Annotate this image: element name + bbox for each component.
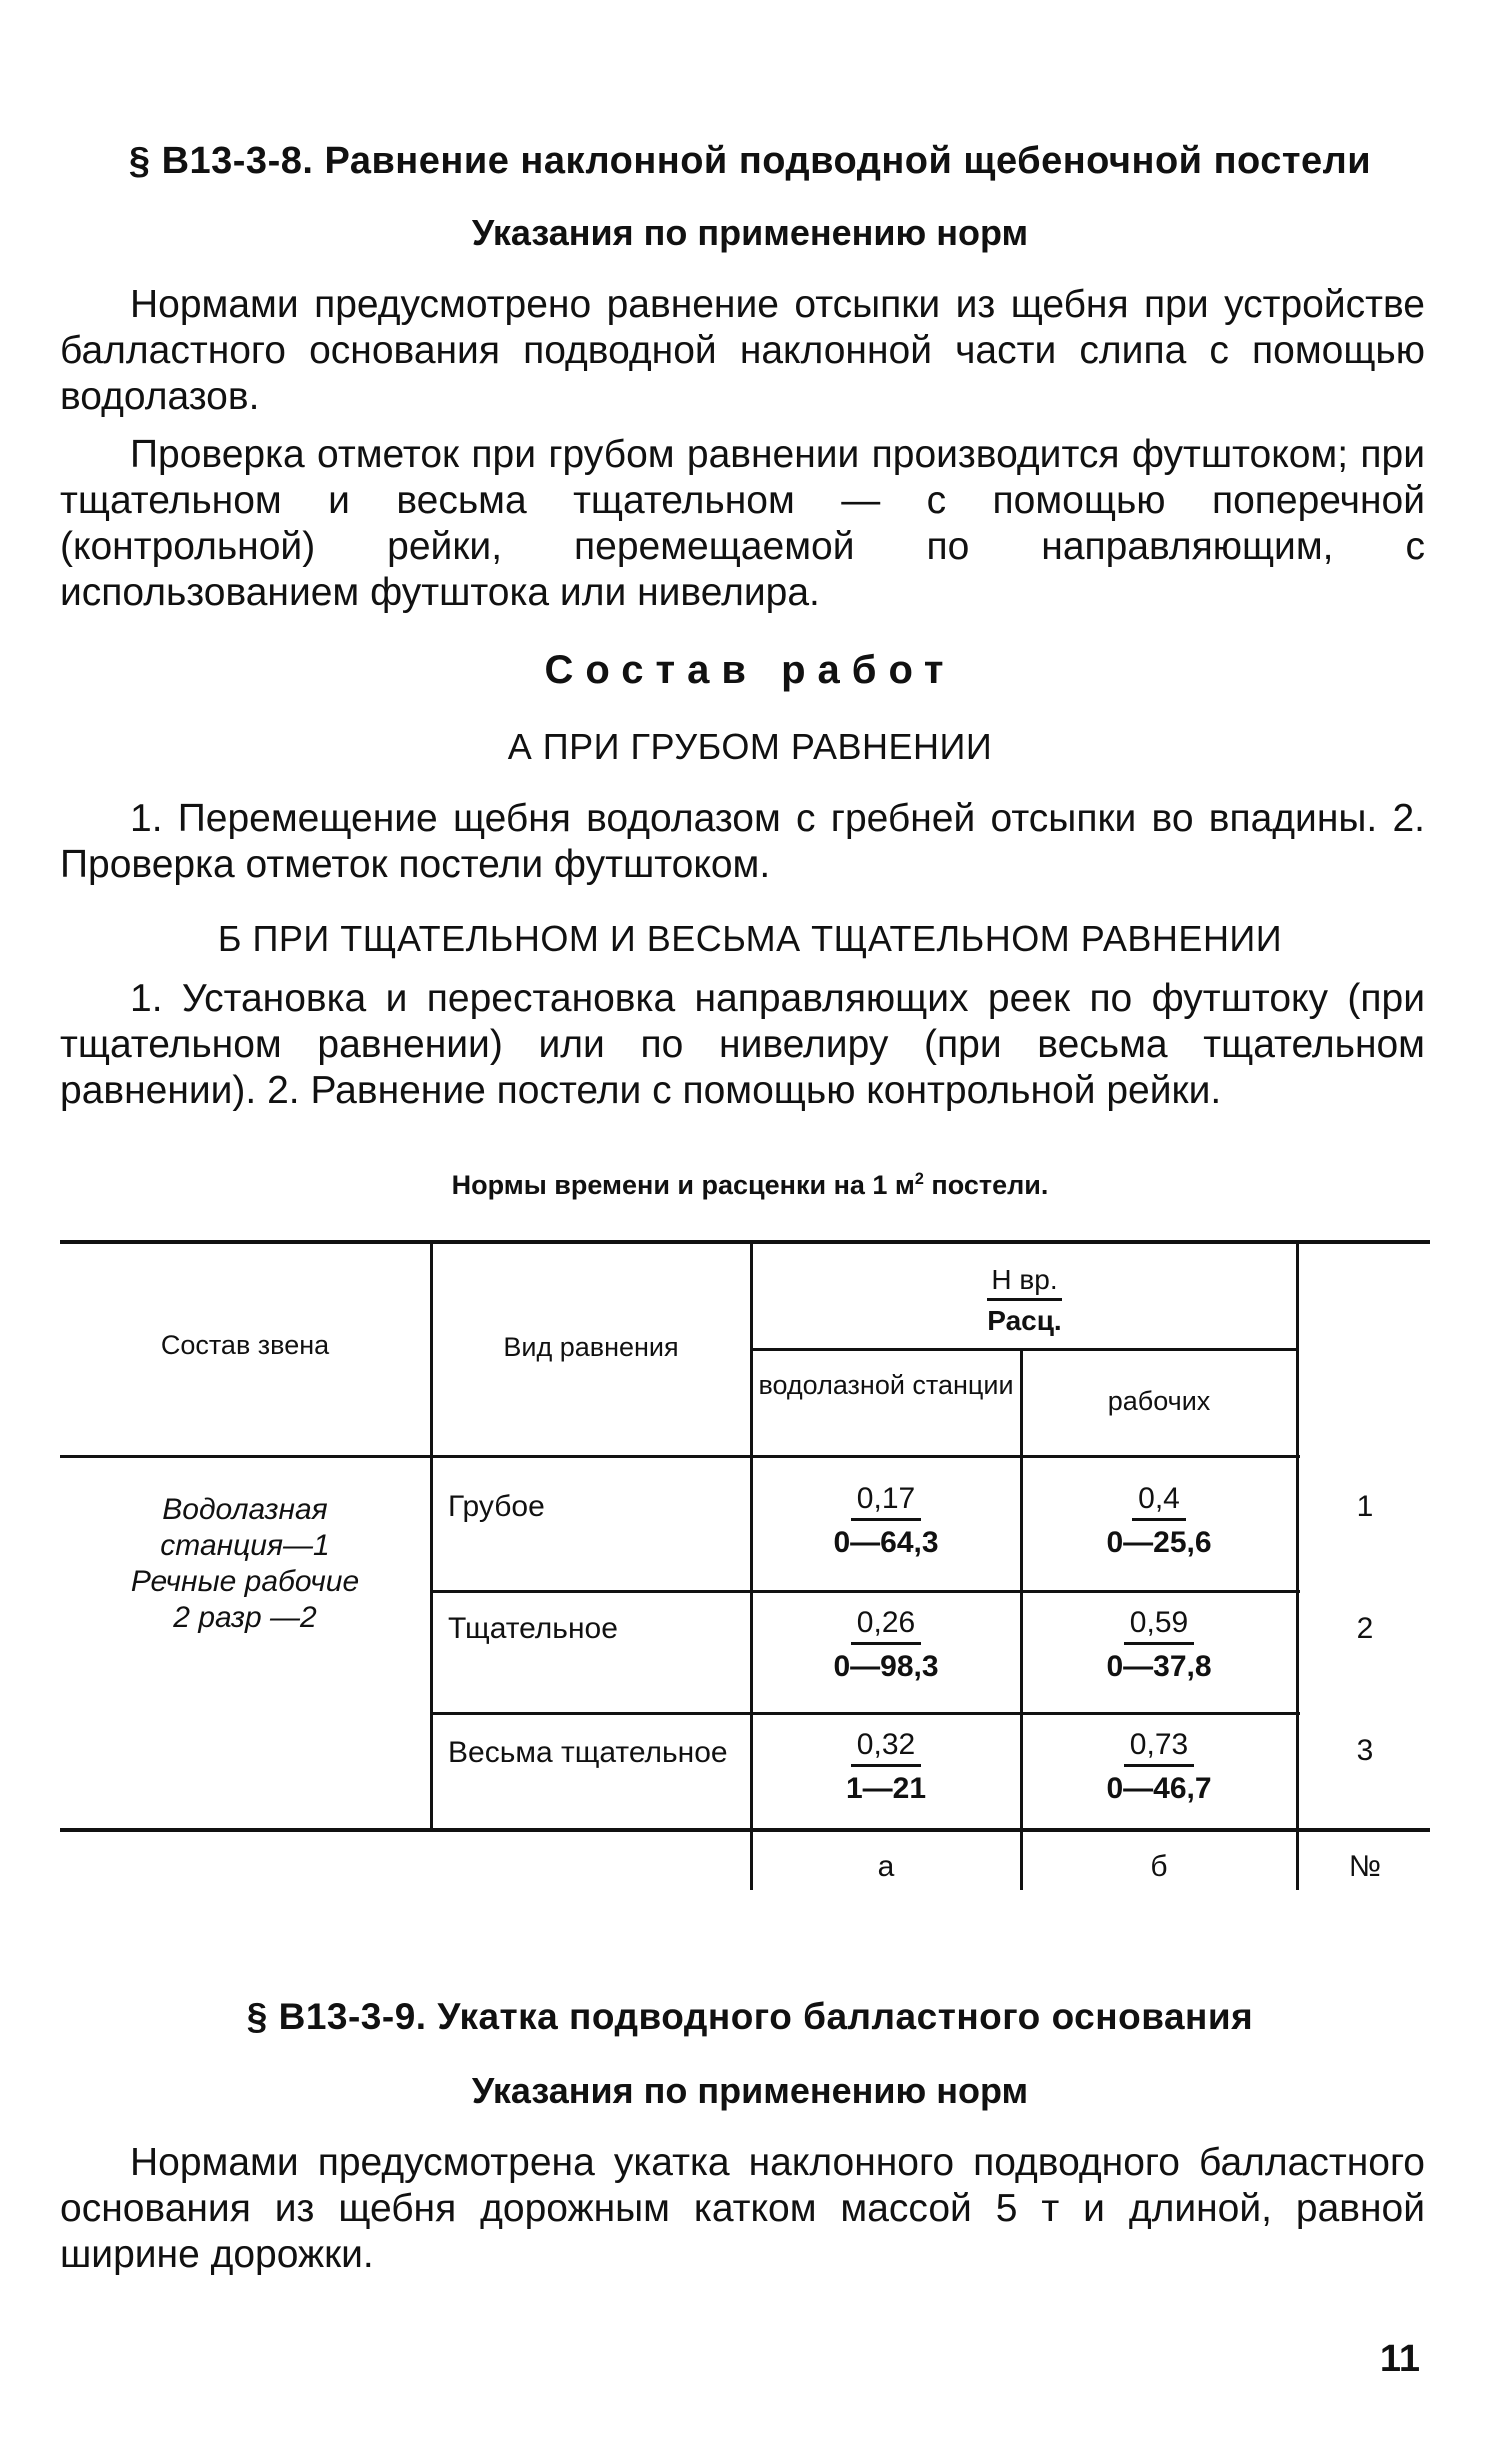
section-subtitle: Указания по применению норм (471, 212, 1029, 253)
norm-workers-3: $\frac{0,73}{0—46,7}$ (1106, 1728, 1212, 1805)
paragraph: Проверка отметок при грубом равнении производится футштоком; при тщательном и весьма тщательном — с помощью поперечной (контрольной) рейки, перемещаемой по направляющим, с использованием футштока или нивелира. (60, 433, 1425, 614)
norm-diver-2: $\frac{0,26}{0—98,3}$ (833, 1606, 939, 1683)
intro-text (60, 282, 1425, 616)
section2-text (60, 2140, 1425, 2278)
page-number: 11 (1379, 2338, 1420, 2380)
type-rough: Грубое (448, 1490, 545, 1523)
work-a-heading: А ПРИ ГРУБОМ РАВНЕНИИ (507, 726, 993, 767)
section-title: § В13-3-9. Укатка подводного балластного основания (246, 1996, 1254, 2037)
row-number: 2 (1356, 1612, 1374, 1645)
work-a-text (60, 796, 1425, 888)
header-crew: Состав звена (160, 1330, 330, 1360)
header-norm: Н вр. Расц. (987, 1264, 1062, 1336)
norm-diver-1: $\frac{0,17}{0—64,3}$ (833, 1482, 939, 1559)
crew-composition: Водолазная станция—1 Речные рабочие 2 разр —2 (130, 1493, 360, 1634)
work-b-heading: Б ПРИ ТЩАТЕЛЬНОМ И ВЕСЬМА ТЩАТЕЛЬНОМ РАВНЕНИИ (217, 918, 1283, 959)
section-title: § В13-3-8. Равнение наклонной подводной щебеночной постели (128, 140, 1372, 182)
type-careful: Тщательное (448, 1612, 618, 1645)
norm-diver-3: $\frac{0,32}{1—21}$ (845, 1728, 927, 1805)
row-number: 1 (1356, 1490, 1374, 1523)
work-b-text (60, 976, 1425, 1114)
footer-col-a: а (877, 1850, 895, 1883)
paragraph: Нормами предусмотрена укатка наклонного подводного балластного основания из щебня дорожным катком массой 5 т и длиной, равной ширине дорожки. (60, 2141, 1425, 2276)
paragraph: Нормами предусмотрено равнение отсыпки из щебня при устройстве балластного основания подводной наклонной части слипа с помощью водолазов. (60, 283, 1425, 418)
footer-col-no: № (1348, 1850, 1382, 1883)
row-number: 3 (1356, 1734, 1374, 1767)
header-workers: рабочих (1107, 1386, 1211, 1416)
table-caption: Нормы времени и расценки на 1 $м^2$ постели. (451, 1170, 1049, 1200)
paragraph: 1. Установка и перестановка направляющих реек по футштоку (при тщательном равнении) или по нивелиру (при весьма тщательном равнении). 2. Равнение постели с помощью контрольной рейки. (60, 977, 1425, 1112)
norm-workers-2: $\frac{0,59}{0—37,8}$ (1106, 1606, 1212, 1683)
header-diver-station: водолазной станции (758, 1370, 1014, 1400)
footer-col-b: б (1150, 1850, 1168, 1883)
section-subtitle: Указания по применению норм (471, 2070, 1029, 2111)
header-type: Вид равнения (503, 1332, 679, 1362)
norm-workers-1: $\frac{0,4}{0—25,6}$ (1106, 1482, 1212, 1559)
works-heading: Состав работ (544, 648, 956, 692)
type-very-careful: Весьма тщательное (448, 1736, 728, 1769)
paragraph: 1. Перемещение щебня водолазом с гребней отсыпки во впадины. 2. Проверка отметок постели футштоком. (60, 797, 1425, 886)
